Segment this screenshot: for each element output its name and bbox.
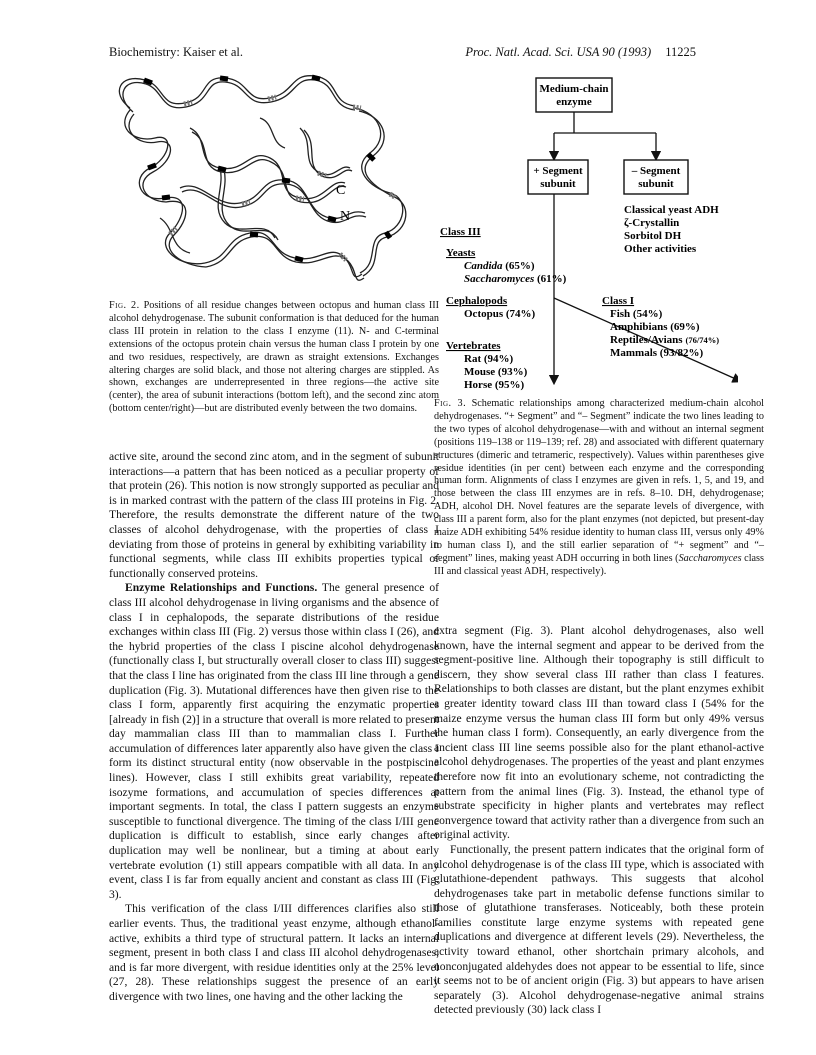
left-para-2	[109, 581, 439, 902]
vertebrates-heading: Vertebrates	[446, 340, 501, 352]
figure2-caption	[109, 300, 439, 416]
minus-list-item: Other activities	[624, 243, 697, 255]
yeast-candida-name: Candida	[464, 260, 503, 272]
class3-heading: Class III	[440, 226, 481, 238]
class1-entry: Mammals (93/82%)	[610, 347, 704, 359]
minus-list-item: ζ-Crystallin	[624, 217, 680, 229]
figure3-caption-tail: class III and classical yeast ADH, respectively).	[434, 552, 764, 577]
class1-reptiles	[610, 334, 719, 346]
reptiles-label: Reptiles/Avians	[610, 334, 683, 346]
yeast-saccharomyces	[464, 273, 567, 285]
figure3-caption-text: Schematic relationships among characterized medium-chain alcohol dehydrogenases. “+ Segment” and “– Segment” indicate the two lines leading to the two types of alcohol dehydrogenase—with and without an internal segment (positions 119–138 or 119–139; ref. 28) and associated with different quaternary structures (dimeric and tetrameric, respectively). Values within parentheses give residue identities (in per cent) between each enzyme and the corresponding human form. Alignments of class I enzymes are given in refs. 1, 5, and 19, and those between the class III enzymes are in refs. 8–10. DH, dehydrogenase; ADH, alcohol DH. Novel features are the separate levels of divergence, with class III a parent form, also for the plant enzymes (not depicted, but present-day maize ADH exhibiting 54% residue identity to human class III, versus only 49% to human class I), and the still earlier separation of “+ segment” and “– segment” lines, making yeast ADH occurring in both lines (	[434, 398, 764, 564]
cephalopods-heading: Cephalopods	[446, 295, 508, 307]
left-para-2-text: The general presence of class III alcohol dehydrogenase in living organisms and the absence of class I in cephalopods, the separate distributions of the residue exchanges within class III (Fig. 2) versus those within class I (26), and the hybrid properties of the class I piscine alcohol dehydrogenase (functionally class I, but structurally overall closer to class III) suggest that the class I line has originated from the class III line through a gene duplication (Fig. 3). Mutational differences have then given rise to the class I form, apparently first acquiring the enzymatic properties [already in fish (2)] in a structure that overall is more related to present day mammalian class III than to mammalian class I. Further accumulation of differences later apparently also have given the class I form its distinct structural entity (now observable in the postpiscine lines). However, class I still exhibits great variability, repeated isozyme formations, and accumulation of species differences at important segments. In total, the class I pattern suggests an enzyme susceptible to functional divergence. The timing of the class I/III gene duplication is difficult to establish, since early changes after duplication may well be nonlinear, but a timing at about early vertebrate evolution (1) still appears compatible with all data. In any event, class I is far from equally ancient and constant as class III (Fig. 3).	[109, 581, 439, 901]
plus-box-line1: + Segment	[533, 165, 583, 177]
figure3-caption-italic: Saccharomyces	[678, 552, 742, 564]
yeast-candida	[464, 260, 535, 272]
right-para-2: Functionally, the present pattern indicates that the original form of alcohol dehydrogenase is of the class III type, which is associated with glutathione-dependent pathways. This suggests that alcohol dehydrogenases take part in metabolic defense functions similar to those of glutathione transferases. Noticeably, both these protein families constitute large enzyme systems with repeated gene duplications and divergence at different levels (29). Nevertheless, the activity toward ethanol, other shortchain primary alcohols, and nonconjugated aldehydes does not appear to be essential to life, since it seems not to be of ancient origin (Fig. 3) but appears to have arisen separately (3). Alcohol dehydrogenase-negative animal strains detected previously (30) lack class I	[434, 842, 764, 1017]
figure2-caption-text: Positions of all residue changes between octopus and human class III alcohol dehydrogenase. The subunit conformation is that deduced for the human class III protein in relation to the class I enzyme (11). N- and C-terminal extensions of the octopus protein chain versus the human class I protein by one and two residues, respectively, are drawn as straight extensions. Exchanges altering charges are solid black, and those not altering charges are stippled. As shown, exchanges are underrepresented in three regions—the active site (center), the area of subunit interactions (bottom left), and the second zinc atom (bottom center/right)—but are distributed evenly between the two domains.	[109, 300, 439, 415]
left-column	[109, 450, 439, 1005]
yeast-saccharomyces-pct: (61%)	[534, 273, 567, 285]
minus-box-line2: subunit	[638, 178, 674, 190]
page-number: 11225	[665, 45, 696, 59]
vertebrate-entry: Mouse (93%)	[464, 366, 528, 378]
minus-box-line1: – Segment	[631, 165, 681, 177]
left-para-3: This verification of the class I/III differences clarifies also still earlier events. Thus, the traditional yeast enzyme, although ethanol-active, exhibits a third type of structural pattern. It lacks an internal segment, present in both class I and class III alcohol dehydrogenases, and is far more divergent, with residue identities only at the 25% level (27, 28). These relationships suggest the presence of an early divergence with two lines, one having and the other lacking the	[109, 902, 439, 1003]
yeast-saccharomyces-name: Saccharomyces	[464, 273, 535, 285]
right-para-1: extra segment (Fig. 3). Plant alcohol dehydrogenases, also well known, have the internal segment and appear to be derived from the segment-positive line. Although their topography is still difficult to discern, they show several class III rather than class I features. Relationships to both classes are distant, but the plant enzymes exhibit a greater identity toward class III than toward class I (54% for the maize enzyme versus the human class III form but only 49% versus the human class I form). Consequently, an early divergence from the ancient class III line seems possible also for the plant ethanol-active alcohol dehydrogenases. The properties of the yeast and plant enzymes therefore now fit into an evolutionary scheme, not contradicting the pattern from the animal lines (Fig. 3). Instead, the ethanol type of substrate specificity in higher plants and vertebrates may reflect convergence toward that activity rather than a divergence from such an original activity.	[434, 624, 764, 842]
figure2-label-n: N	[340, 209, 351, 224]
minus-list-item: Classical yeast ADH	[624, 204, 719, 216]
vertebrate-entry: Rat (94%)	[464, 353, 514, 365]
section-heading: Enzyme Relationships and Functions.	[125, 581, 318, 595]
root-box-line2: enzyme	[556, 96, 592, 108]
figure2-caption-label: Fig. 2.	[109, 300, 140, 311]
root-box-line1: Medium-chain	[539, 83, 609, 95]
figure3-schematic	[438, 68, 738, 396]
minus-list-item: Sorbitol DH	[624, 230, 682, 242]
plus-box-line2: subunit	[540, 178, 576, 190]
class1-heading: Class I	[602, 295, 635, 307]
journal-citation: Proc. Natl. Acad. Sci. USA 90 (1993)	[465, 45, 652, 59]
running-head-left: Biochemistry: Kaiser et al.	[109, 45, 243, 59]
running-head-right	[465, 45, 696, 60]
reptiles-pct: (76/74%)	[685, 335, 720, 345]
figure3-caption-label: Fig. 3.	[434, 398, 467, 409]
figure2-label-c: C	[336, 183, 346, 198]
right-column	[434, 624, 764, 1018]
yeasts-heading: Yeasts	[446, 247, 476, 259]
class1-entry: Amphibians (69%)	[610, 321, 700, 333]
left-para-1: active site, around the second zinc atom, and in the segment of subunit interactions—a pattern that has been noticed as a peculiar property of that protein (26). This notion is now strongly supported as peculiar and is in marked contrast with the pattern of the class III proteins in Fig. 2. Therefore, the results demonstrate the different nature of the two classes of alcohol dehydrogenase, with the properties of class I deviating from those of proteins in general by exhibiting variability in functional segments, while class III exhibits properties typical of functionally conserved proteins.	[109, 450, 439, 580]
figure3-caption	[434, 398, 764, 579]
yeast-candida-pct: (65%)	[502, 260, 535, 272]
figure2-ribbon-diagram	[100, 68, 430, 296]
octopus-entry: Octopus (74%)	[464, 308, 536, 320]
class1-entry: Fish (54%)	[610, 308, 663, 320]
vertebrate-entry: Horse (95%)	[464, 379, 525, 391]
